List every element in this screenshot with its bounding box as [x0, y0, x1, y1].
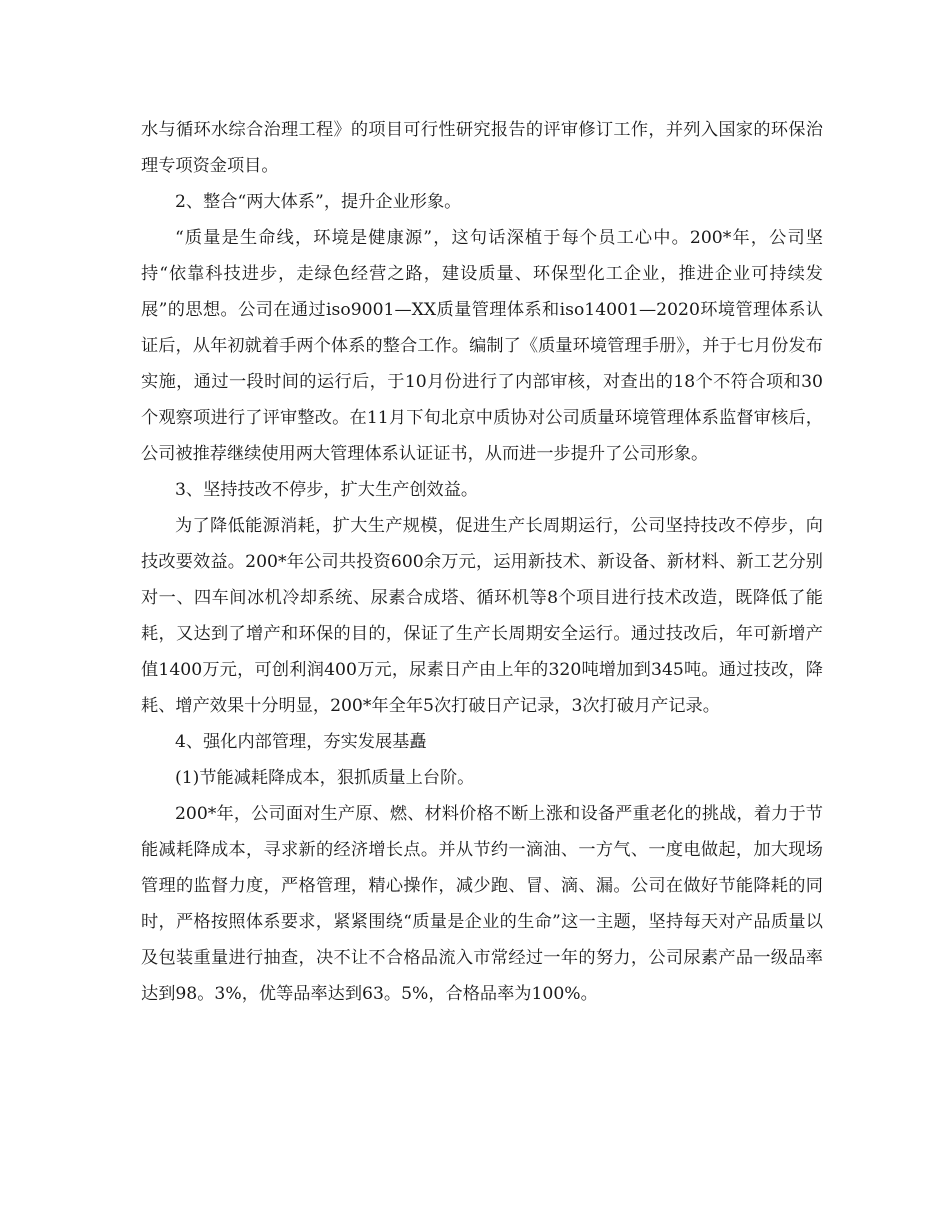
section-heading-2: 2、整合“两大体系”，提升企业形象。: [175, 192, 462, 212]
document-body: [141, 112, 823, 1012]
paragraph-continuation: 水与循环水综合治理工程》的项目可行性研究报告的评审修订工作，并列入国家的环保治理专项资金项目。: [141, 120, 823, 176]
section-heading-3: 3、坚持技改不停步，扩大生产创效益。: [175, 480, 479, 500]
section-heading-4: 4、强化内部管理，夯实发展基矗: [175, 732, 427, 752]
paragraph-quality-environment: “质量是生命线，环境是健康源”，这句话深植于每个员工心中。200*年，公司坚持“依靠科技进步，走绿色经营之路，建设质量、环保型化工企业，推进企业可持续发展”的思想。公司在通过iso9001—XX质量管理体系和iso14001—2020环境管理体系认证后，从年初就着手两个体系的整合工作。编制了《质量环境管理手册》，并于七月份发布实施，通过一段时间的运行后，于10月份进行了内部审核，对查出的18个不符合项和30个观察项进行了评审整改。在11月下旬北京中质协对公司质量环境管理体系监督审核后，公司被推荐继续使用两大管理体系认证证书，从而进一步提升了公司形象。: [141, 228, 823, 464]
paragraph-technical-renovation: 为了降低能源消耗，扩大生产规模，促进生产长周期运行，公司坚持技改不停步，向技改要效益。200*年公司共投资600余万元，运用新技术、新设备、新材料、新工艺分别对一、四车间冰机冷却系统、尿素合成塔、循环机等8个项目进行技术改造，既降低了能耗，又达到了增产和环保的目的，保证了生产长周期安全运行。通过技改后，年可新增产值1400万元，可创利润400万元，尿素日产由上年的320吨增加到345吨。通过技改，降耗、增产效果十分明显，200*年全年5次打破日产记录，3次打破月产记录。: [141, 516, 823, 716]
paragraph-energy-saving: 200*年，公司面对生产原、燃、材料价格不断上涨和设备严重老化的挑战，着力于节能减耗降成本，寻求新的经济增长点。并从节约一滴油、一方气、一度电做起，加大现场管理的监督力度，严格管理，精心操作，减少跑、冒、滴、漏。公司在做好节能降耗的同时，严格按照体系要求，紧紧围绕“质量是企业的生命”这一主题，坚持每天对产品质量以及包装重量进行抽查，决不让不合格品流入市常经过一年的努力，公司尿素产品一级品率达到98。3%，优等品率达到63。5%，合格品率为100%。: [141, 804, 823, 1004]
subsection-heading-1: (1)节能减耗降成本，狠抓质量上台阶。: [175, 768, 475, 788]
